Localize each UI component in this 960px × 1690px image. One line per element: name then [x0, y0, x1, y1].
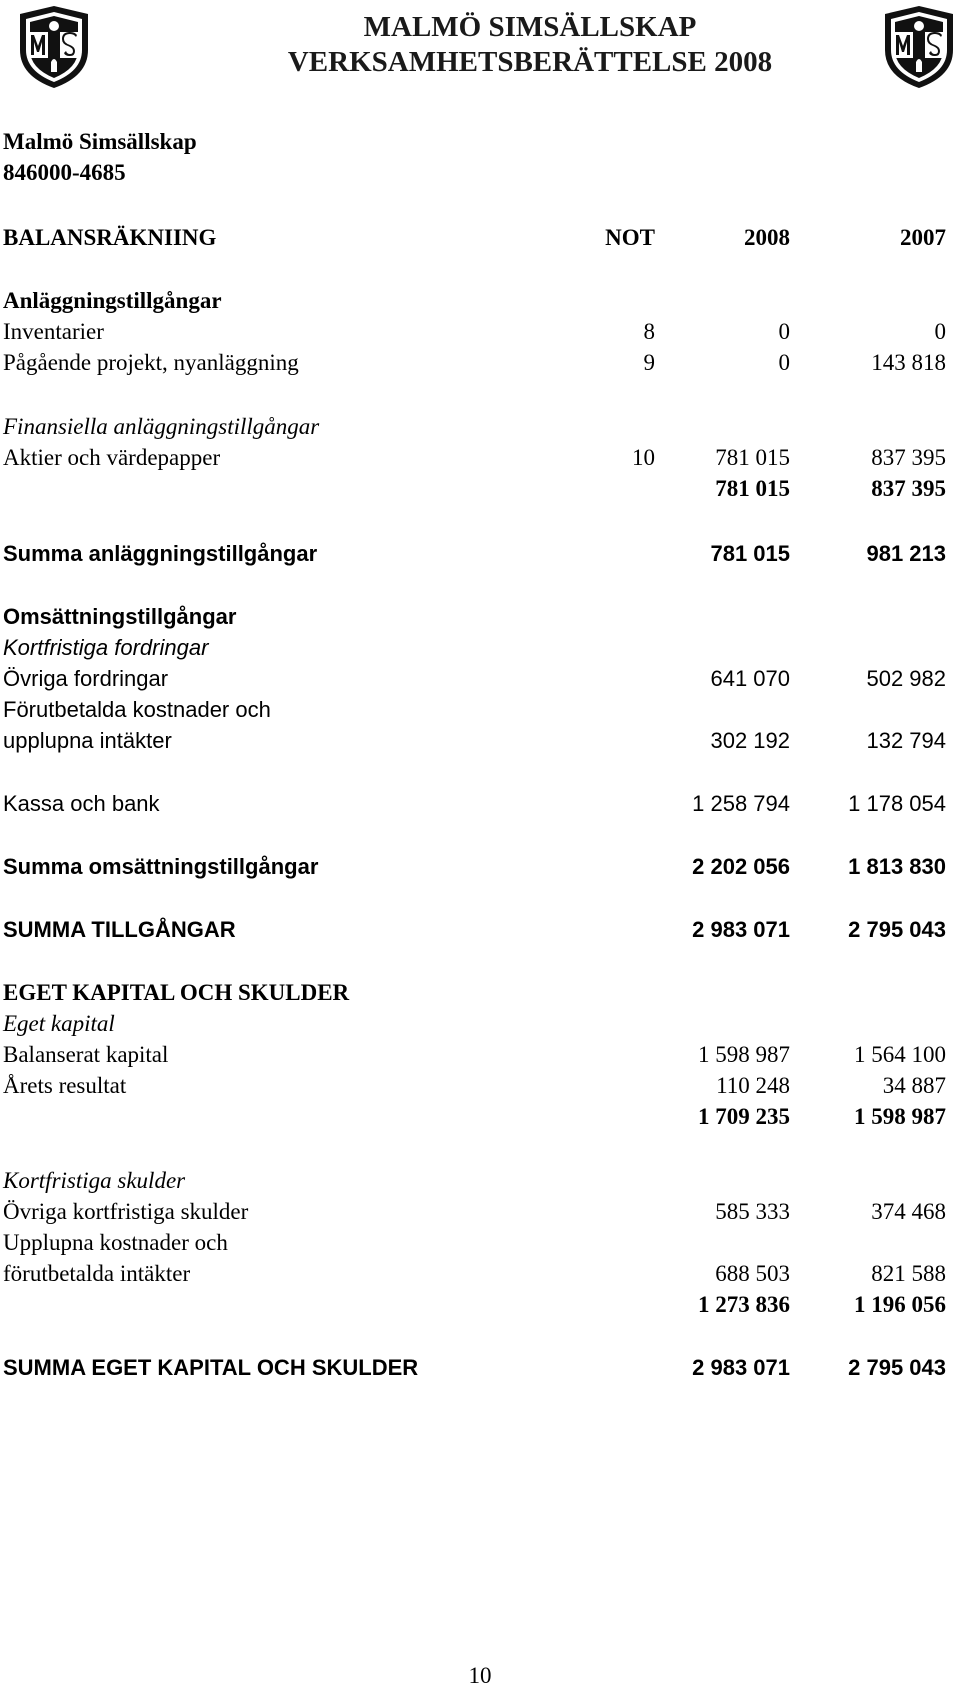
row-accrued-line1 — [0, 1227, 960, 1259]
club-crest-logo-left — [14, 2, 94, 90]
row-value-2007: 502 982 — [866, 666, 946, 691]
org-number-row — [0, 157, 960, 189]
row-prepaid-line1 — [0, 694, 960, 726]
page-number: 10 — [468, 1663, 492, 1688]
total-label: SUMMA TILLGÅNGAR — [3, 917, 236, 942]
row-value-2008: 585 333 — [715, 1199, 790, 1224]
row-value-2007: 1 178 054 — [848, 791, 946, 816]
column-header-note: NOT — [605, 225, 655, 250]
row-accrued — [0, 1258, 960, 1290]
row-label: Kassa och bank — [3, 791, 160, 816]
section-heading-label: Omsättningstillgångar — [3, 604, 237, 629]
subtotal-value-2008: 781 015 — [715, 476, 790, 501]
row-result — [0, 1070, 960, 1102]
row-equity-subtotal — [0, 1101, 960, 1133]
row-label: Årets resultat — [3, 1073, 127, 1098]
row-total-assets — [0, 914, 960, 946]
row-current-assets-total — [0, 851, 960, 883]
row-inventory — [0, 316, 960, 348]
row-value-2008: 688 503 — [715, 1261, 790, 1286]
total-label: SUMMA EGET KAPITAL OCH SKULDER — [3, 1355, 419, 1380]
row-value-2007: 374 468 — [871, 1199, 946, 1224]
org-title: MALMÖ SIMSÄLLSKAP — [363, 11, 697, 43]
row-value-2007: 143 818 — [871, 350, 946, 375]
row-label: Övriga kortfristiga skulder — [3, 1199, 249, 1224]
total-value-2007: 2 795 043 — [848, 1355, 946, 1380]
row-value-2007: 132 794 — [866, 728, 946, 753]
balance-title: BALANSRÄKNIING — [3, 225, 217, 250]
org-name: Malmö Simsällskap — [3, 129, 197, 154]
total-value-2007: 981 213 — [866, 541, 946, 566]
row-prepaid — [0, 725, 960, 757]
subsection-heading-equity — [0, 1008, 960, 1040]
section-heading-label: Anläggningstillgångar — [3, 288, 222, 313]
subsection-heading-label: Kortfristiga fordringar — [3, 635, 209, 660]
row-label: Aktier och värdepapper — [3, 445, 221, 470]
club-crest-logo-right — [879, 2, 959, 90]
row-label: förutbetalda intäkter — [3, 1261, 191, 1286]
subtotal-value-2007: 837 395 — [871, 476, 946, 501]
subsection-heading-short-liabilities — [0, 1165, 960, 1197]
row-retained — [0, 1039, 960, 1071]
row-liabilities-subtotal — [0, 1289, 960, 1321]
subtotal-value-2008: 1 273 836 — [698, 1292, 790, 1317]
subsection-heading-label: Kortfristiga skulder — [3, 1168, 186, 1193]
row-value-2008: 1 258 794 — [692, 791, 790, 816]
row-label: Förutbetalda kostnader och — [3, 697, 271, 722]
row-value-2008: 641 070 — [710, 666, 790, 691]
row-value-2007: 837 395 — [871, 445, 946, 470]
row-label: upplupna intäkter — [3, 728, 172, 753]
row-value-2008: 0 — [778, 319, 790, 344]
row-other-liabilities — [0, 1196, 960, 1228]
subsection-heading-label: Eget kapital — [3, 1011, 115, 1036]
row-value-2007: 821 588 — [871, 1261, 946, 1286]
row-fixed-assets-total — [0, 538, 960, 570]
total-value-2008: 781 015 — [710, 541, 790, 566]
subsection-heading-label: Finansiella anläggningstillgångar — [3, 414, 320, 439]
row-label: Pågående projekt, nyanläggning — [3, 350, 299, 375]
balance-header-row — [0, 222, 960, 254]
row-equity-liabilities-total — [0, 1352, 960, 1384]
total-value-2008: 2 983 071 — [692, 917, 790, 942]
total-value-2008: 2 202 056 — [692, 854, 790, 879]
row-value-2008: 1 598 987 — [698, 1042, 790, 1067]
row-other-receivables — [0, 663, 960, 695]
row-project — [0, 347, 960, 379]
row-financial-subtotal — [0, 473, 960, 505]
row-value-2007: 34 887 — [882, 1073, 946, 1098]
subsection-heading-short-receivables — [0, 632, 960, 664]
section-heading-label: EGET KAPITAL OCH SKULDER — [3, 980, 350, 1005]
row-note: 8 — [643, 319, 655, 344]
row-label: Balanserat kapital — [3, 1042, 169, 1067]
row-label: Övriga fordringar — [3, 666, 169, 691]
row-label: Upplupna kostnader och — [3, 1230, 228, 1255]
section-heading-equity-liabilities — [0, 977, 960, 1009]
subtotal-value-2008: 1 709 235 — [698, 1104, 790, 1129]
row-cash — [0, 788, 960, 820]
org-name-row — [0, 126, 960, 158]
row-value-2008: 0 — [778, 350, 790, 375]
subtotal-value-2007: 1 598 987 — [854, 1104, 946, 1129]
org-number: 846000-4685 — [3, 160, 126, 185]
subtotal-value-2007: 1 196 056 — [854, 1292, 946, 1317]
total-value-2008: 2 983 071 — [692, 1355, 790, 1380]
row-value-2007: 0 — [934, 319, 946, 344]
section-heading-fixed-assets — [0, 285, 960, 317]
report-title: VERKSAMHETSBERÄTTELSE 2008 — [287, 46, 773, 78]
row-value-2008: 302 192 — [710, 728, 790, 753]
column-header-2007: 2007 — [900, 225, 946, 250]
row-value-2008: 781 015 — [715, 445, 790, 470]
total-value-2007: 2 795 043 — [848, 917, 946, 942]
row-value-2007: 1 564 100 — [854, 1042, 946, 1067]
row-note: 9 — [643, 350, 655, 375]
section-heading-current-assets — [0, 601, 960, 633]
total-value-2007: 1 813 830 — [848, 854, 946, 879]
column-header-2008: 2008 — [744, 225, 790, 250]
row-value-2008: 110 248 — [716, 1073, 790, 1098]
report-header — [210, 10, 850, 80]
total-label: Summa anläggningstillgångar — [3, 541, 318, 566]
total-label: Summa omsättningstillgångar — [3, 854, 319, 879]
subsection-heading-financial — [0, 411, 960, 443]
row-label: Inventarier — [3, 319, 104, 344]
row-securities — [0, 442, 960, 474]
row-note: 10 — [632, 445, 655, 470]
